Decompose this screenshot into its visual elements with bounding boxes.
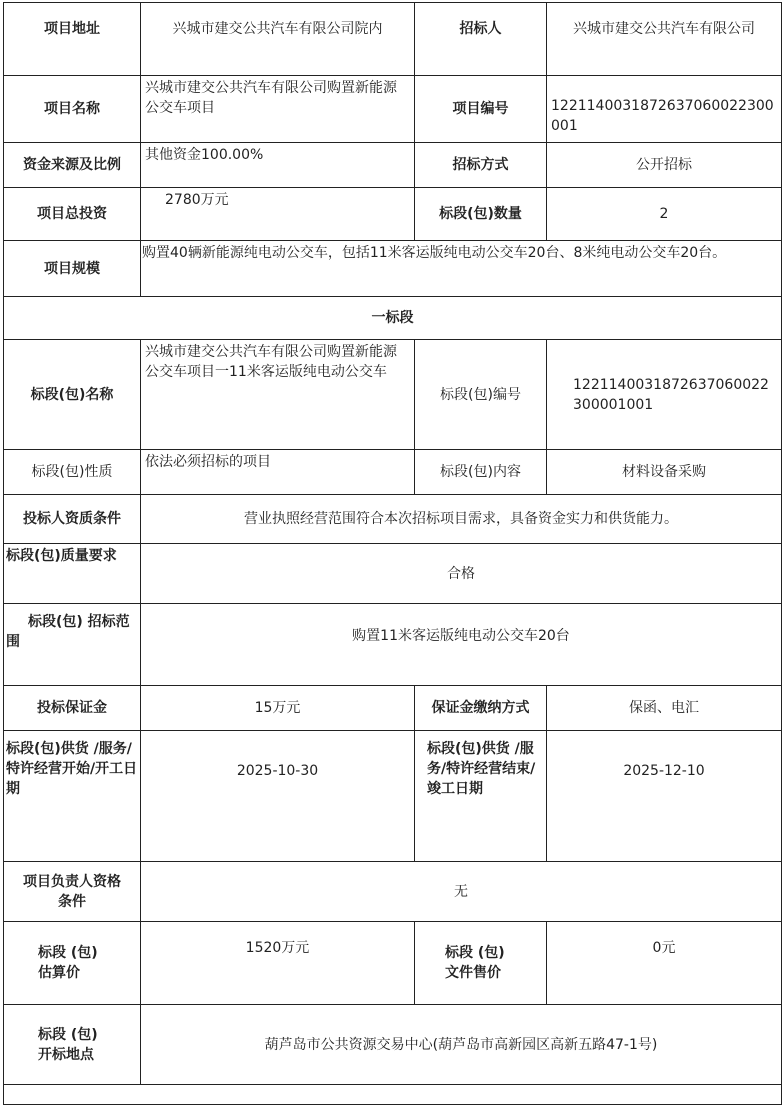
content-label: 标段(包)内容: [415, 450, 547, 495]
nature-value: 依法必须招标的项目: [141, 450, 415, 495]
qualification-label: 投标人资质条件: [4, 495, 141, 544]
row-trailing: [4, 1085, 782, 1105]
tenderer-value: 兴城市建交公共汽车有限公司: [547, 3, 782, 76]
row-quality: [4, 544, 782, 604]
address-value: 兴城市建交公共汽车有限公司院内: [141, 3, 415, 76]
opening-label: 标段 (包) 开标地点: [4, 1005, 141, 1085]
row-section-name: [4, 340, 782, 450]
nature-label: 标段(包)性质: [4, 450, 141, 495]
row-qualification: [4, 495, 782, 544]
start-date-value: 2025-10-30: [141, 731, 415, 862]
address-label: 项目地址: [4, 3, 141, 76]
deposit-value: 15万元: [141, 686, 415, 731]
end-date-value: 2025-12-10: [547, 731, 782, 862]
row-project-name: [4, 76, 782, 143]
scale-value: 购置40辆新能源纯电动公交车，包括11米客运版纯电动公交车20台、8米纯电动公交车20台。: [141, 241, 782, 297]
doc-price-value: 0元: [547, 922, 782, 1005]
opening-value: 葫芦岛市公共资源交易中心(葫芦岛市高新园区高新五路47-1号): [141, 1005, 782, 1085]
section-code-label: 标段(包)编号: [415, 340, 547, 450]
row-scope: [4, 604, 782, 686]
row-manager: [4, 862, 782, 922]
fund-value: 其他资金100.00%: [141, 143, 415, 188]
row-section-title: [4, 297, 782, 340]
qualification-value: 营业执照经营范围符合本次招标项目需求，具备资金实力和供货能力。: [141, 495, 782, 544]
fund-label: 资金来源及比例: [4, 143, 141, 188]
scope-label: 标段(包) 招标范围: [4, 604, 141, 686]
section-name-value: 兴城市建交公共汽车有限公司购置新能源公交车项目一11米客运版纯电动公交车: [141, 340, 415, 450]
trailing-cell: [4, 1085, 782, 1105]
section-title: 一标段: [4, 297, 782, 340]
tender-info-table: [3, 2, 782, 1105]
estimate-label: 标段 (包) 估算价: [4, 922, 141, 1005]
investment-value: 2780万元: [141, 188, 415, 241]
deposit-method-value: 保函、电汇: [547, 686, 782, 731]
content-value: 材料设备采购: [547, 450, 782, 495]
scale-label: 项目规模: [4, 241, 141, 297]
quality-label: 标段(包)质量要求: [4, 544, 141, 604]
quality-value: 合格: [141, 544, 782, 604]
scope-value: 购置11米客运版纯电动公交车20台: [141, 604, 782, 686]
section-name-label: 标段(包)名称: [4, 340, 141, 450]
section-count-label: 标段(包)数量: [415, 188, 547, 241]
end-date-label: 标段(包)供货 /服务/特许经营结束/竣工日期: [415, 731, 547, 862]
project-name-label: 项目名称: [4, 76, 141, 143]
tenderer-label: 招标人: [415, 3, 547, 76]
section-count-value: 2: [547, 188, 782, 241]
row-investment: [4, 188, 782, 241]
manager-value: 无: [141, 862, 782, 922]
method-value: 公开招标: [547, 143, 782, 188]
estimate-value: 1520万元: [141, 922, 415, 1005]
deposit-label: 投标保证金: [4, 686, 141, 731]
deposit-method-label: 保证金缴纳方式: [415, 686, 547, 731]
row-fund: [4, 143, 782, 188]
row-deposit: [4, 686, 782, 731]
row-address: [4, 3, 782, 76]
row-nature: [4, 450, 782, 495]
project-code-label: 项目编号: [415, 76, 547, 143]
project-name-value: 兴城市建交公共汽车有限公司购置新能源公交车项目: [141, 76, 415, 143]
doc-price-label: 标段 (包) 文件售价: [415, 922, 547, 1005]
row-opening: [4, 1005, 782, 1085]
method-label: 招标方式: [415, 143, 547, 188]
row-scale: [4, 241, 782, 297]
investment-label: 项目总投资: [4, 188, 141, 241]
row-dates: [4, 731, 782, 862]
start-date-label: 标段(包)供货 /服务/特许经营开始/开工日期: [4, 731, 141, 862]
manager-label: 项目负责人资格 条件: [4, 862, 141, 922]
section-code-value: 1221140031872637060022300001001: [547, 340, 782, 450]
row-estimate: [4, 922, 782, 1005]
project-code-value: 1221140031872637060022300001: [547, 76, 782, 143]
